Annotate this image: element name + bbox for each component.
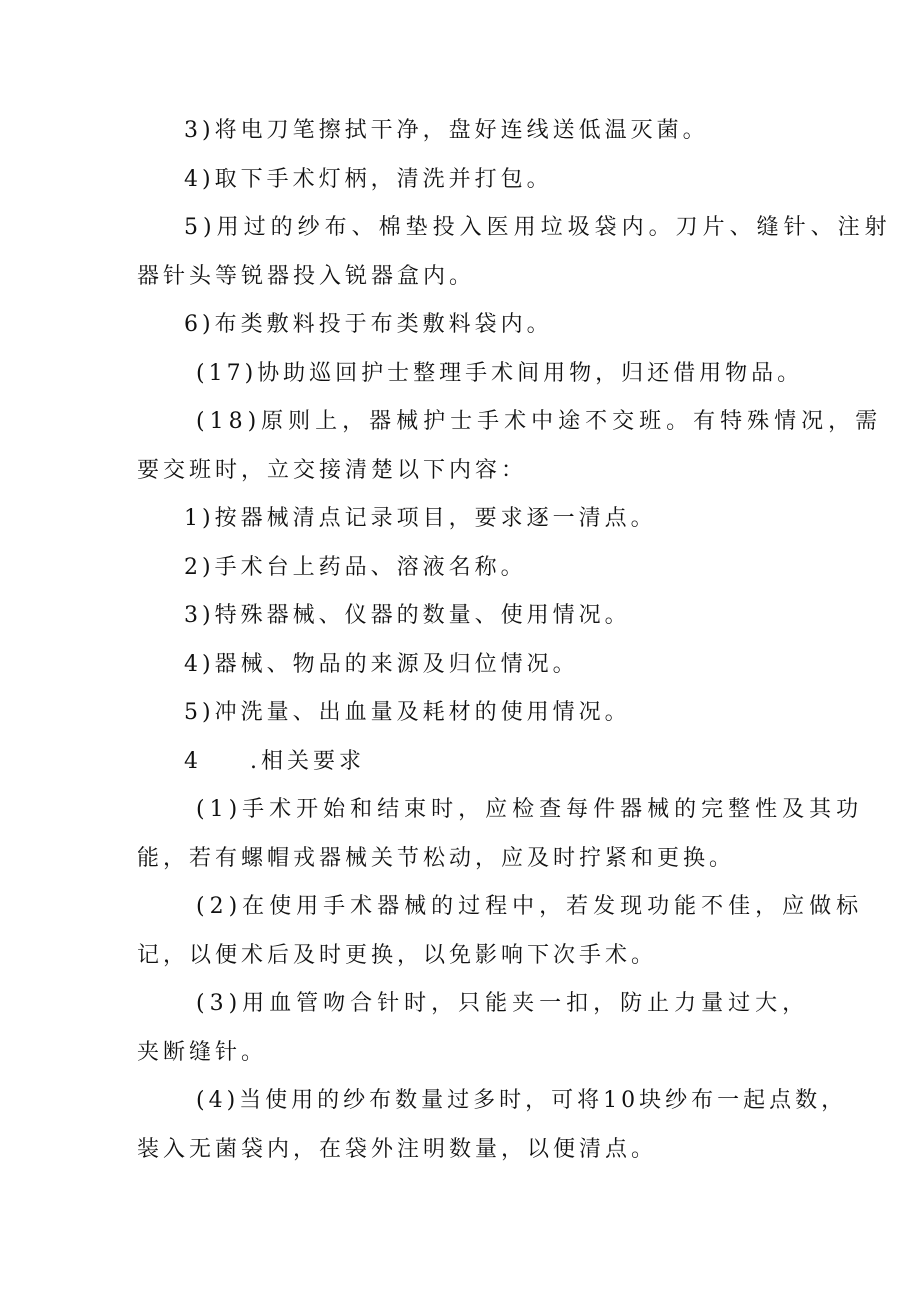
paragraph-line: 1)按器械清点记录项目，要求逐一清点。: [184, 506, 657, 531]
paragraph-line: 夹断缝针。: [137, 1040, 268, 1065]
paragraph-line: (18)原则上，器械护士手术中途不交班。有特殊情况，需: [196, 409, 883, 434]
paragraph-line: 器针头等锐器投入锐器盒内。: [137, 264, 476, 289]
paragraph-line: 4)取下手术灯柄，清洗并打包。: [184, 167, 553, 192]
paragraph-line: 5)用过的纱布、棉垫投入医用垃圾袋内。刀片、缝针、注射: [184, 215, 892, 240]
paragraph-line: 3)将电刀笔擦拭干净，盘好连线送低温灭菌。: [184, 118, 709, 143]
paragraph-line: (2)在使用手术器械的过程中，若发现功能不佳，应做标: [196, 894, 864, 919]
paragraph-line: 2)手术台上药品、溶液名称。: [184, 555, 527, 580]
paragraph-line: 要交班时，立交接清楚以下内容：: [137, 458, 528, 483]
paragraph-line: 能，若有螺帽戎器械关节松动，应及时拧紧和更换。: [137, 846, 736, 871]
paragraph-line: 装入无菌袋内，在袋外注明数量，以便清点。: [137, 1137, 658, 1162]
paragraph-line: 记，以便术后及时更换，以免影响下次手术。: [137, 943, 658, 968]
paragraph-line: (4)当使用的纱布数量过多时，可将10块纱布一起点数，: [196, 1088, 848, 1113]
paragraph-line: 3)特殊器械、仪器的数量、使用情况。: [184, 603, 631, 628]
section-title: .相关要求: [250, 749, 365, 774]
section-heading: [184, 749, 365, 775]
paragraph-line: (1)手术开始和结束时，应检查每件器械的完整性及其功: [196, 797, 864, 822]
paragraph-line: 6)布类敷料投于布类敷料袋内。: [184, 312, 553, 337]
paragraph-line: (17)协助巡回护士整理手术间用物，归还借用物品。: [196, 361, 804, 386]
section-number: 4: [184, 749, 198, 774]
paragraph-line: (3)用血管吻合针时，只能夹一扣，防止力量过大，: [196, 991, 810, 1016]
paragraph-line: 4)器械、物品的来源及归位情况。: [184, 652, 579, 677]
paragraph-line: 5)冲洗量、出血量及耗材的使用情况。: [184, 700, 631, 725]
